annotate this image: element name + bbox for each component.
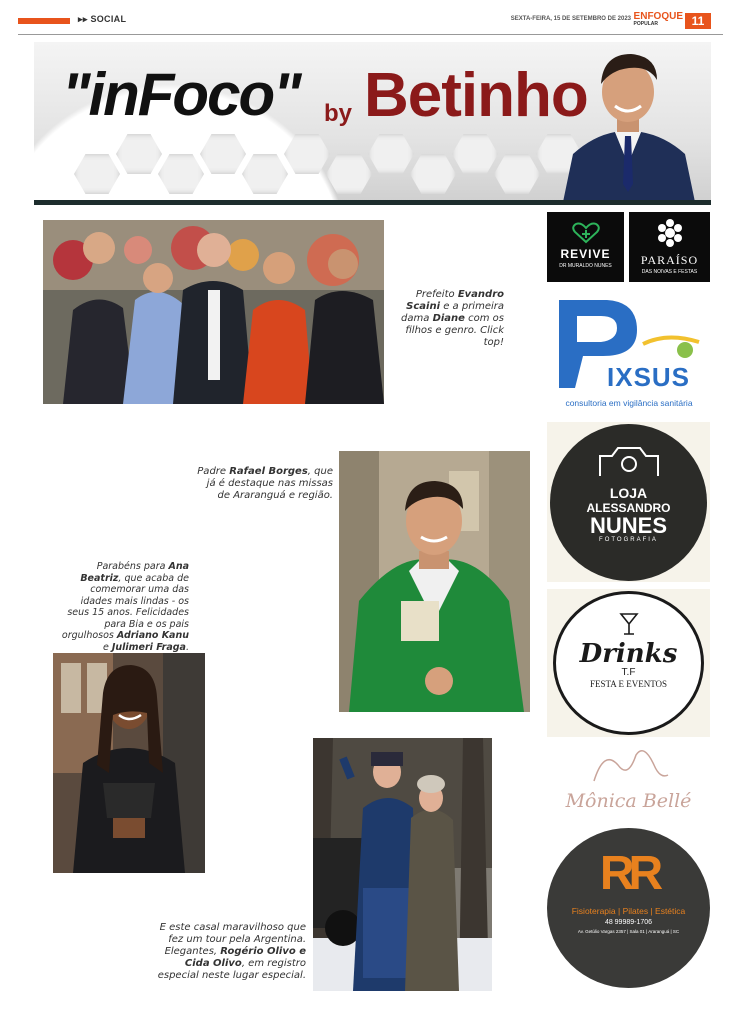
ad-paraiso[interactable]: PARAÍSO DAS NOIVAS E FESTAS bbox=[629, 212, 710, 282]
banner-underline bbox=[34, 200, 711, 205]
section-label: ▸▸ SOCIAL bbox=[78, 14, 127, 24]
ad-rr-fisioterapia[interactable]: RR Fisioterapia | Pilates | Estética 48 99989-1706 Av. Getúlio Vargas 2357 | Sala 01 | Araranguá | SC bbox=[547, 828, 710, 988]
ad-monica-belle[interactable]: Mônica Bellé bbox=[547, 745, 710, 825]
camera-icon bbox=[594, 444, 664, 478]
section-marker bbox=[18, 18, 70, 24]
caption-ana-beatriz: Parabéns para Ana Beatriz, que acaba de comemorar uma das idades mais lindas - os seus 15 anos. Felicidades para Bia e os pais orgulhosos Adriano Kanu e Julimeri Fraga. bbox=[61, 561, 189, 653]
columnist-name: Betinho bbox=[364, 61, 588, 130]
monogram-icon bbox=[584, 745, 674, 785]
ad-drinks-tf[interactable]: Drinks T.F FESTA E EVENTOS bbox=[547, 589, 710, 737]
ad-revive[interactable]: REVIVE DR MURALDO NUNES bbox=[547, 212, 624, 282]
columnist-portrait bbox=[553, 44, 703, 202]
page-header bbox=[18, 12, 723, 34]
column-by: by bbox=[324, 100, 353, 127]
page-number: 11 bbox=[685, 13, 711, 29]
caption-priest: Padre Rafael Borges, que já é destaque nas missas de Araranguá e região. bbox=[197, 466, 333, 501]
ad-loja-alessandro[interactable]: LOJA ALESSANDRO NUNES FOTOGRAFIA bbox=[547, 422, 710, 582]
issue-date: SEXTA-FEIRA, 15 DE SETEMBRO DE 2023 bbox=[510, 16, 631, 22]
caption-couple-argentina: E este casal maravilhoso que fez um tour pela Argentina. Elegantes, Rogério Olivo e Cida Olivo, em registro especial neste lugar especial. bbox=[157, 922, 306, 981]
photo-priest bbox=[339, 451, 530, 712]
column-banner bbox=[34, 42, 711, 202]
photo-ana-beatriz bbox=[53, 653, 205, 873]
brand-logo: ENFOQUE POPULAR bbox=[633, 11, 683, 27]
photo-couple-argentina bbox=[313, 738, 492, 991]
heart-plus-icon bbox=[571, 222, 601, 244]
flower-icon bbox=[653, 218, 687, 248]
cocktail-glass-icon bbox=[619, 612, 639, 636]
caption-mayor-family: Prefeito Evandro Scaini e a primeira dama Diane com os filhos e genro. Click top! bbox=[401, 289, 504, 348]
header-rule bbox=[18, 34, 723, 35]
photo-mayor-family bbox=[43, 220, 384, 404]
column-title: "inFoco" bbox=[62, 61, 300, 128]
ad-pixsus[interactable]: IXSUS consultoria em vigilância sanitária bbox=[547, 292, 710, 416]
